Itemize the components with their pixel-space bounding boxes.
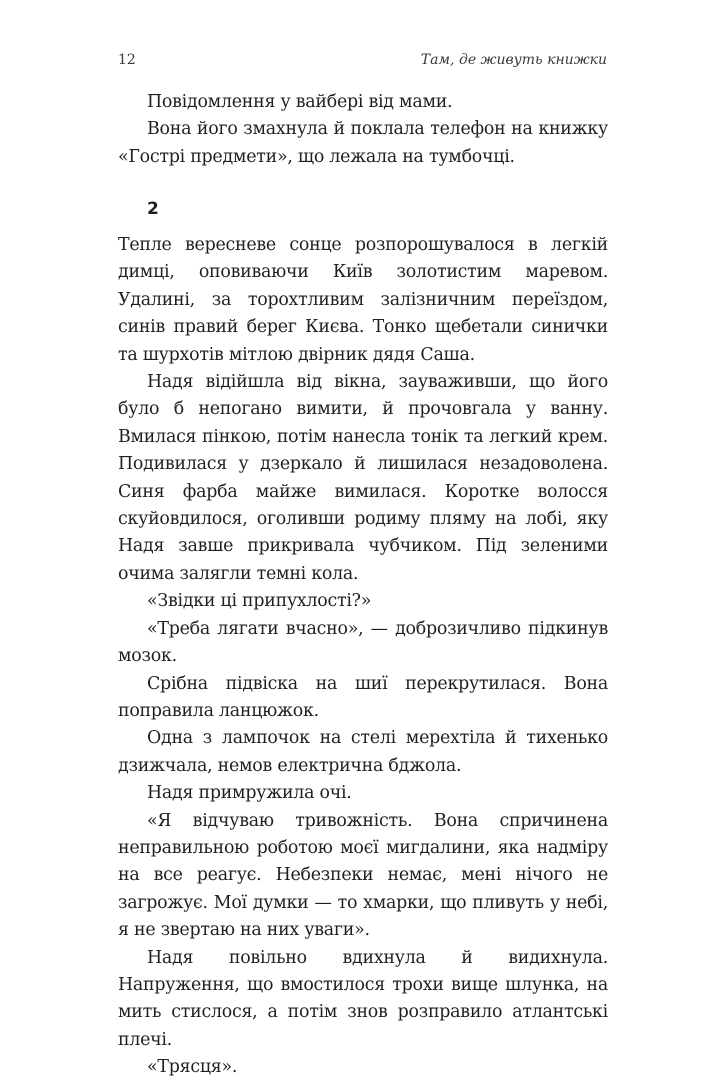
- page-header: [118, 49, 607, 71]
- text-block-top: [118, 89, 608, 171]
- paragraph: «Звідки ці припухлості?»: [147, 591, 372, 612]
- section-number: 2: [147, 199, 159, 219]
- paragraph: Надя повільно вдихнула й видихнула. Напруження, що вмостилося трохи вище шлунка, на мить стислося, а потім знов розправило атлантські плечі.: [118, 947, 608, 1050]
- paragraph: Надя відійшла від вікна, зауваживши, що його було б непогано вимити, й прочовгала у ванну. Вмилася пінкою, потім нанесла тонік та легкий крем. Подивилася у дзеркало й лишилася незадоволена. Синя фарба майже вимилася. Коротке волосся скуйовдилося, оголивши родиму пляму на лобі, яку Надя завше прикривала чубчиком. Під зеленими очима залягли темні кола.: [118, 372, 608, 584]
- text-block-main: [118, 232, 608, 1082]
- paragraph: «Я відчуваю тривожність. Вона спричинена неправильною роботою моєї мигдалини, яка надміру на все реагує. Небезпеки немає, мені нічого не загрожує. Мої думки — то хмарки, що пливуть у небі, я не звертаю на них уваги».: [118, 810, 608, 941]
- running-title: Там, де живуть книжки: [420, 52, 607, 68]
- paragraph: Повідомлення у вайбері від мами.: [147, 92, 453, 112]
- paragraph: Одна з лампочок на стелі мерехтіла й тихенько дзижчала, немов електрична бджола.: [118, 728, 608, 776]
- paragraph: Надя примружила очі.: [147, 783, 352, 804]
- page-number: 12: [118, 52, 136, 68]
- paragraph: «Треба лягати вчасно», — доброзичливо підкинув мозок.: [118, 618, 608, 667]
- paragraph: Вона його змахнула й поклала телефон на книжку «Гострі предмети», що лежала на тумбочці.: [118, 119, 608, 167]
- paragraph: Срібна підвіска на шиї перекрутилася. Вона поправила ланцюжок.: [118, 673, 608, 721]
- paragraph: «Трясця».: [147, 1057, 238, 1078]
- paragraph: Тепле вересневе сонце розпорошувалося в легкій димці, оповиваючи Київ золотистим маревом. Удалині, за торохтливим залізничним переїздом, синів правий берег Києва. Тонко щебетали синички та шурхотів мітлою двірник дядя Саша.: [118, 235, 608, 365]
